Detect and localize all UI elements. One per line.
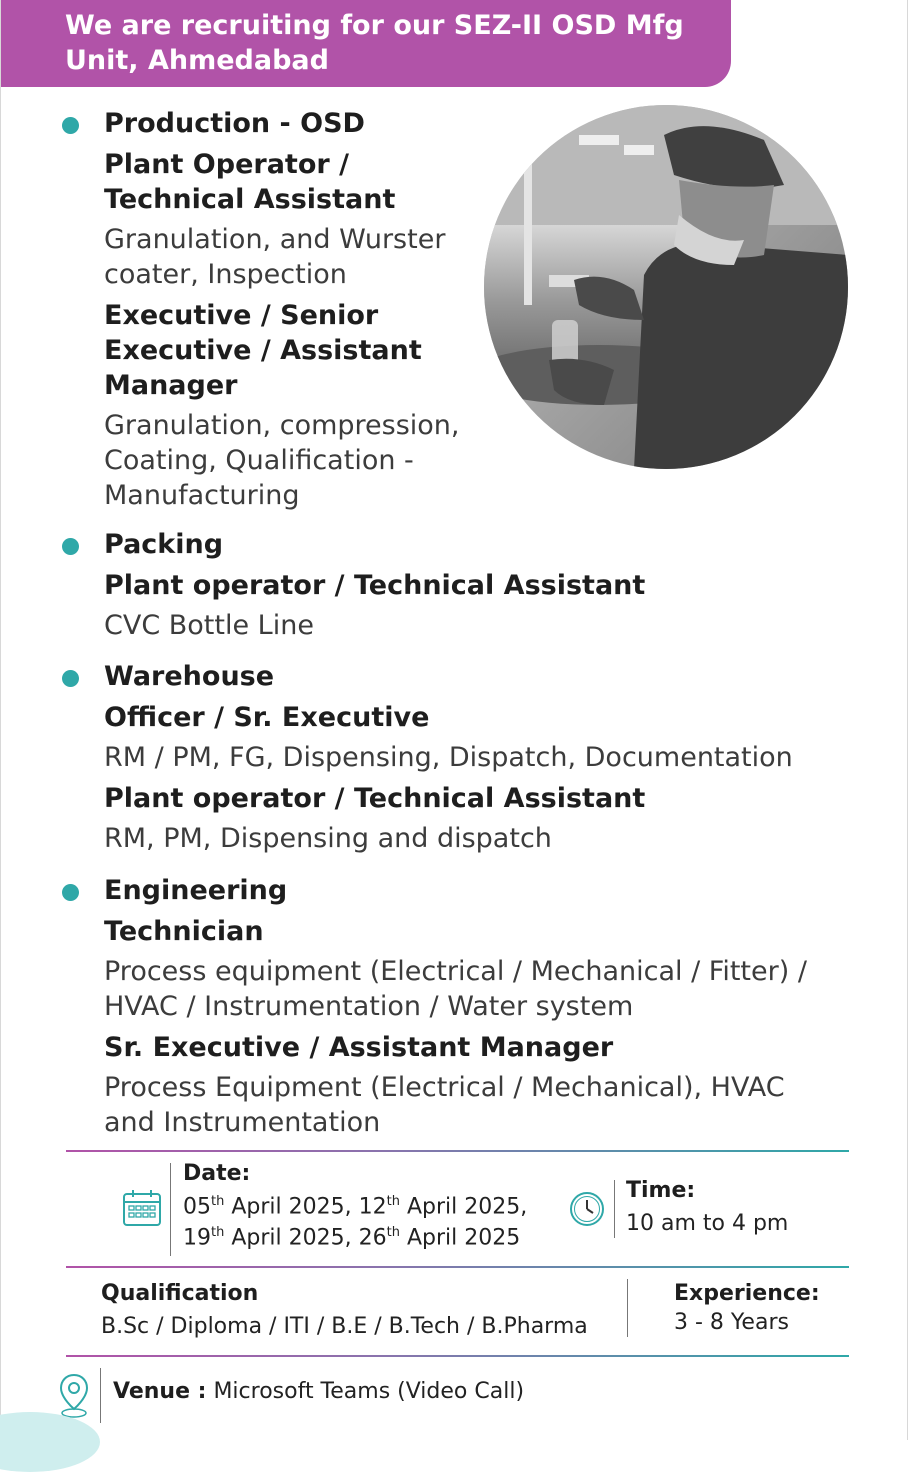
divider-vertical: [614, 1180, 615, 1238]
section-warehouse: [104, 660, 793, 856]
role-description: Granulation, compression, Coating, Qualification - Manufacturing: [104, 410, 460, 511]
bullet-dot: [62, 884, 79, 901]
role-title: Technician: [104, 916, 264, 947]
date-rest: April 2025,: [224, 1194, 352, 1220]
venue-label: Venue :: [113, 1379, 207, 1404]
role-description: Process Equipment (Electrical / Mechanical), HVAC and Instrumentation: [104, 1072, 785, 1138]
operator-photo: [484, 105, 848, 469]
department-title: Production - OSD: [104, 108, 365, 139]
header-title: We are recruiting for our SEZ-II OSD Mfg Unit, Ahmedabad: [65, 10, 684, 76]
qualification-label: Qualification: [101, 1281, 259, 1306]
role-title: Sr. Executive / Assistant Manager: [104, 1032, 614, 1063]
section-engineering: [104, 874, 844, 1140]
qualification-value: B.Sc / Diploma / ITI / B.E / B.Tech / B.Pharma: [101, 1314, 588, 1339]
department-title: Warehouse: [104, 661, 275, 692]
divider: [66, 1150, 849, 1152]
divider-vertical: [100, 1368, 101, 1423]
bullet-dot: [62, 117, 79, 134]
date-suffix: th: [211, 1225, 225, 1241]
clock-icon: [569, 1191, 605, 1231]
date-rest: April 2025: [399, 1225, 521, 1251]
divider-vertical: [170, 1163, 171, 1256]
date-day: 12: [358, 1194, 387, 1220]
qualification-block: [101, 1281, 588, 1339]
role-description: CVC Bottle Line: [104, 610, 314, 641]
role-description: RM / PM, FG, Dispensing, Dispatch, Documentation: [104, 742, 793, 773]
experience-label: Experience:: [674, 1281, 820, 1306]
date-suffix: th: [386, 1194, 400, 1209]
time-block: [626, 1178, 788, 1236]
bullet-dot: [62, 538, 79, 555]
operator-photo-graphic: [484, 105, 848, 469]
experience-block: [674, 1281, 820, 1335]
divider: [66, 1355, 849, 1357]
time-label: Time:: [626, 1178, 696, 1203]
role-description: Process equipment (Electrical / Mechanical / Fitter) / HVAC / Instrumentation / Water system: [104, 956, 807, 1022]
date-day: 26: [358, 1225, 387, 1251]
section-packing: [104, 528, 645, 643]
date-line-2: [183, 1225, 527, 1250]
date-label: Date:: [183, 1161, 251, 1186]
role-title: Plant operator / Technical Assistant: [104, 783, 646, 814]
date-block: [183, 1161, 527, 1251]
role-title: Executive / Senior Executive / Assistant Manager: [104, 300, 422, 401]
role-title: Plant operator / Technical Assistant: [104, 570, 646, 601]
calendar-icon: [122, 1189, 162, 1231]
role-description: Granulation, and Wurster coater, Inspection: [104, 224, 446, 290]
bullet-dot: [62, 670, 79, 687]
date-line-1: [183, 1194, 527, 1219]
department-title: Engineering: [104, 875, 288, 906]
date-day: 05: [183, 1194, 211, 1220]
role-description: RM, PM, Dispensing and dispatch: [104, 823, 552, 854]
date-suffix: th: [386, 1225, 400, 1241]
date-suffix: th: [211, 1194, 225, 1209]
date-rest: April 2025,: [399, 1194, 528, 1220]
date-day: 19: [183, 1225, 211, 1251]
time-value: 10 am to 4 pm: [626, 1211, 789, 1236]
venue-block: [113, 1379, 524, 1404]
date-rest: April 2025,: [224, 1225, 352, 1251]
venue-value: Microsoft Teams (Video Call): [206, 1379, 525, 1404]
experience-value: 3 - 8 Years: [674, 1310, 789, 1335]
role-title: Officer / Sr. Executive: [104, 702, 430, 733]
divider-vertical: [627, 1279, 628, 1337]
department-title: Packing: [104, 529, 224, 560]
section-production: [104, 107, 484, 513]
divider: [66, 1266, 849, 1268]
role-title: Plant Operator / Technical Assistant: [104, 149, 396, 215]
header-banner: [1, 0, 731, 87]
